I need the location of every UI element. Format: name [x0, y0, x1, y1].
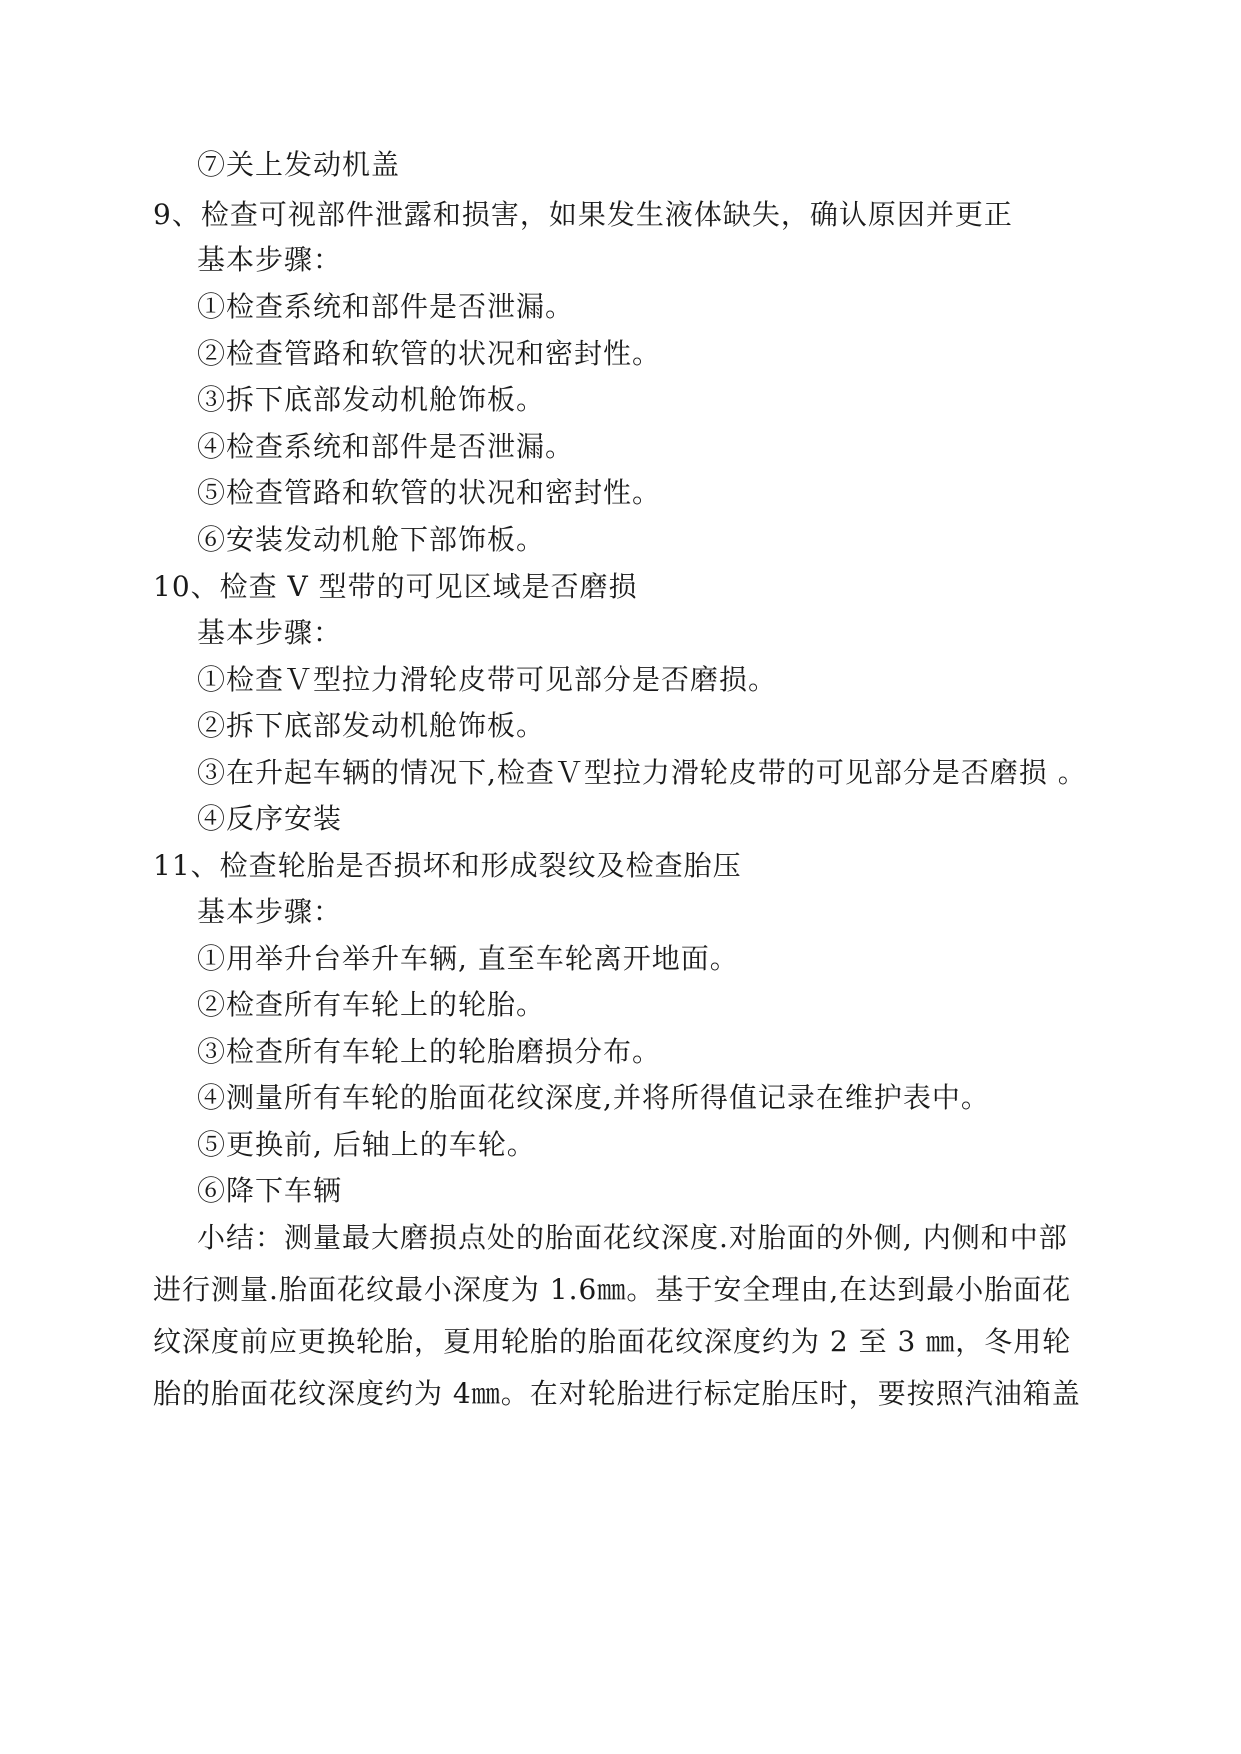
section-11-step-5: ⑤更换前, 后轴上的车轮。	[197, 1128, 536, 1161]
section-9-step-6: ⑥安装发动机舱下部饰板。	[197, 523, 546, 556]
summary-paragraph	[153, 1221, 1083, 1429]
summary-line: 胎的胎面花纹深度约为 4㎜。在对轮胎进行标定胎压时，要按照汽油箱盖	[153, 1377, 1081, 1410]
section-9-step-1: ①检查系统和部件是否泄漏。	[197, 290, 575, 323]
section-10-step-1: ①检查Ｖ型拉力滑轮皮带可见部分是否磨损。	[197, 663, 778, 696]
section-9-step-2: ②检查管路和软管的状况和密封性。	[197, 337, 662, 370]
section-10-steps-label: 基本步骤：	[197, 616, 343, 649]
section-11-steps-label: 基本步骤：	[197, 895, 343, 928]
summary-line: 进行测量.胎面花纹最小深度为 1.6㎜。基于安全理由,在达到最小胎面花	[153, 1273, 1072, 1306]
section-10-step-3: ③在升起车辆的情况下,检查Ｖ型拉力滑轮皮带的可见部分是否磨损 。	[197, 756, 1087, 789]
summary-line: 小结：测量最大磨损点处的胎面花纹深度.对胎面的外侧, 内侧和中部	[197, 1221, 1068, 1254]
section-11-step-3: ③检查所有车轮上的轮胎磨损分布。	[197, 1035, 662, 1068]
section-10-heading: 10、检查 V 型带的可见区域是否磨损	[153, 570, 638, 603]
section-10-step-4: ④反序安装	[197, 802, 343, 835]
section-11-heading: 11、检查轮胎是否损坏和形成裂纹及检查胎压	[153, 849, 742, 882]
section-9-step-4: ④检查系统和部件是否泄漏。	[197, 430, 575, 463]
section-9-steps-label: 基本步骤：	[197, 243, 343, 276]
section-11-step-6: ⑥降下车辆	[197, 1174, 343, 1207]
section-10-step-2: ②拆下底部发动机舱饰板。	[197, 709, 546, 742]
section-11-step-2: ②检查所有车轮上的轮胎。	[197, 988, 546, 1021]
section-11-step-4: ④测量所有车轮的胎面花纹深度,并将所得值记录在维护表中。	[197, 1081, 990, 1114]
section-9-step-3: ③拆下底部发动机舱饰板。	[197, 383, 546, 416]
step-close-hood: ⑦关上发动机盖	[197, 148, 401, 181]
section-11-step-1: ①用举升台举升车辆, 直至车轮离开地面。	[197, 942, 739, 975]
summary-line: 纹深度前应更换轮胎，夏用轮胎的胎面花纹深度约为 2 至 3 ㎜，冬用轮	[153, 1325, 1072, 1358]
section-9-step-5: ⑤检查管路和软管的状况和密封性。	[197, 476, 662, 509]
section-9-heading: 9、检查可视部件泄露和损害，如果发生液体缺失，确认原因并更正	[153, 198, 1013, 231]
